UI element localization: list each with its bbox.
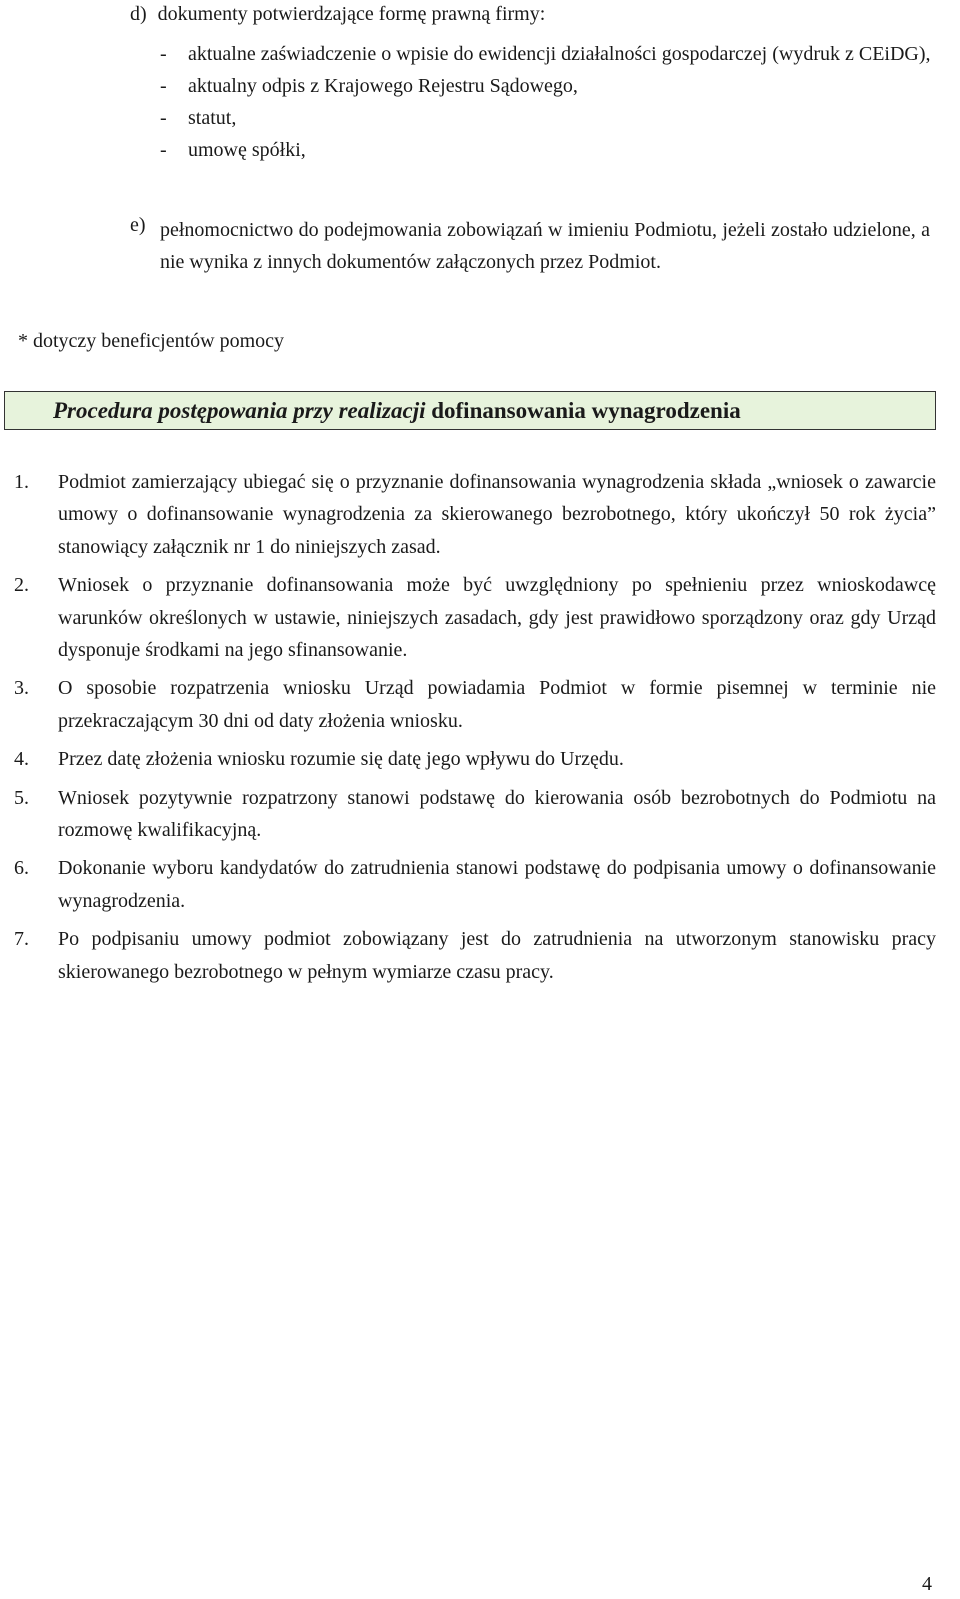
procedure-text: Dokonanie wyboru kandydatów do zatrudnienia stanowi podstawę do podpisania umowy o dofinansowanie wynagrodzenia. [58,857,936,912]
procedure-text: Po podpisaniu umowy podmiot zobowiązany jest do zatrudnienia na utworzonym stanowisku pracy skierowanego bezrobotnego w pełnym wymiarze czasu pracy. [58,928,936,983]
section-d-label: dokumenty potwierdzające formę prawną firmy: [157,3,546,25]
list-item [160,134,940,166]
section-e [130,214,930,278]
procedure-text: Podmiot zamierzający ubiegać się o przyznanie dofinansowania wynagrodzenia składa „wniosek o zawarcie umowy o dofinansowanie wynagrodzenia za skierowanego bezrobotnego, który ukończył 50 rok życia” stanowiący załącznik nr 1 do niniejszych zasad. [58,471,936,558]
list-item-text: aktualne zaświadczenie o wpisie do ewidencji działalności gospodarczej (wydruk z CEiDG), [188,43,931,65]
procedure-item [14,569,936,666]
footnote: * dotyczy beneficjentów pomocy [18,330,285,352]
procedure-text: Przez datę złożenia wniosku rozumie się datę jego wpływu do Urzędu. [58,748,624,771]
procedure-item [14,782,936,847]
procedure-number: 2. [14,574,29,597]
procedure-text: O sposobie rozpatrzenia wniosku Urząd powiadamia Podmiot w formie pisemnej w terminie nie przekraczającym 30 dni od daty złożenia wniosku. [58,677,936,732]
procedure-text: Wniosek pozytywnie rozpatrzony stanowi podstawę do kierowania osób bezrobotnych do Podmiotu na rozmowę kwalifikacyjną. [58,786,936,842]
section-d-marker: d) [130,3,147,25]
section-heading [53,396,741,426]
procedure-number: 4. [14,748,29,771]
procedure-list [14,466,936,994]
procedure-item [14,852,936,917]
procedure-item [14,466,936,563]
page-number: 4 [922,1573,932,1595]
procedure-item [14,743,936,775]
section-e-marker: e) [130,214,146,236]
section-d-heading [130,2,545,26]
procedure-text: Wniosek o przyznanie dofinansowania może być uwzględniony po spełnieniu przez wnioskodawcę warunków określonych w ustawie, niniejszych zasadach, gdy jest prawidłowo sporządzony oraz gdy Urząd dysponuje środkami na jego sfinansowanie. [58,574,936,662]
section-e-text: pełnomocnictwo do podejmowania zobowiązań w imieniu Podmiotu, jeżeli zostało udzielone, a nie wynika z innych dokumentów załączonych przez Podmiot. [160,219,930,273]
list-item [160,102,940,134]
procedure-number: 1. [14,471,29,493]
list-item [160,38,940,70]
list-item-text: statut, [188,107,237,129]
heading-italic-part: Procedura postępowania przy realizacji [53,398,426,423]
dash-bullet: - [160,139,167,161]
dash-bullet: - [160,75,167,97]
dash-bullet: - [160,107,167,129]
procedure-number: 5. [14,786,29,809]
dash-bullet: - [160,43,167,65]
procedure-number: 3. [14,677,29,700]
list-item-text: aktualny odpis z Krajowego Rejestru Sądowego, [188,75,578,97]
list-item [160,70,940,102]
section-d-list [160,38,940,166]
procedure-number: 7. [14,928,29,951]
procedure-item [14,923,936,988]
section-heading-box [4,391,936,430]
procedure-item [14,672,936,737]
list-item-text: umowę spółki, [188,139,306,161]
procedure-number: 6. [14,857,29,880]
heading-bold-part: dofinansowania wynagrodzenia [431,398,741,423]
